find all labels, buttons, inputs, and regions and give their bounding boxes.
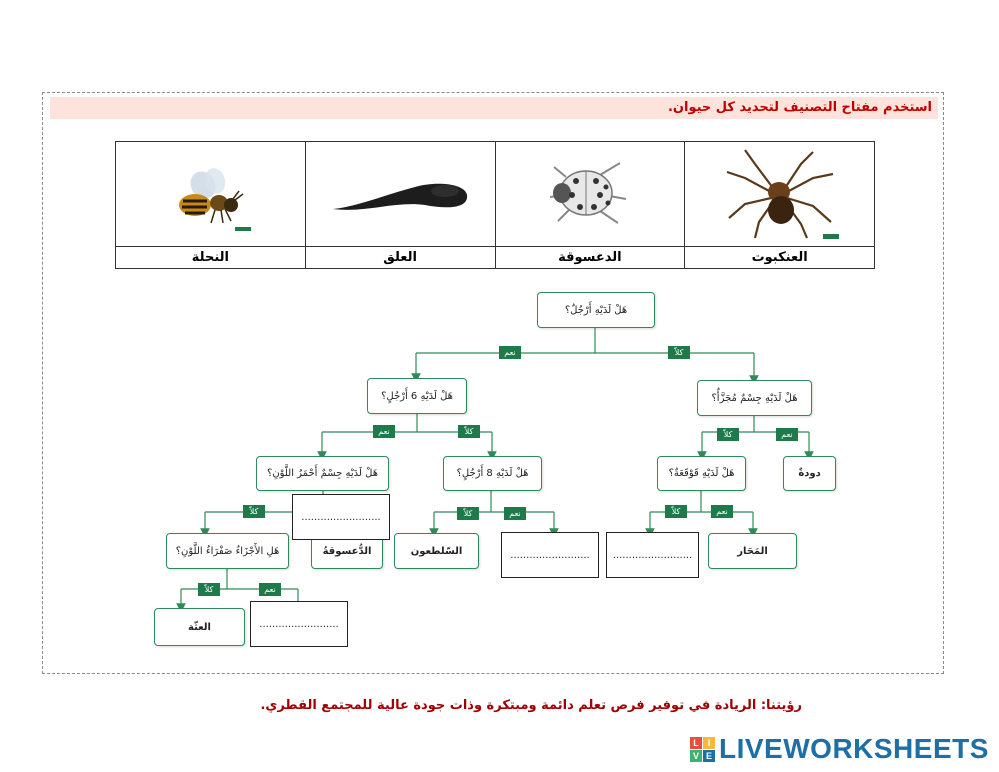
- animal-name-ladybug: الدعسوقة: [495, 247, 685, 269]
- question-segmented-body: هَلْ لَدَيْهِ جِسْمٌ مُجَزَّأٌ؟: [697, 380, 812, 416]
- question-yellow-parts: هَلِ الأَجْزَاءُ صَفْرَاءُ اللَّوْنِ؟: [166, 533, 289, 569]
- tag-no-4: كلاّ: [243, 505, 265, 518]
- tag-yes-7: نعم: [259, 583, 281, 596]
- animal-name-leech: العلق: [305, 247, 495, 269]
- answer-box-yellow-yes[interactable]: .........................: [250, 601, 348, 647]
- tag-yes-6: نعم: [711, 505, 733, 518]
- tag-yes-3: نعم: [776, 428, 798, 441]
- animal-name-bee: النحلة: [116, 247, 306, 269]
- question-shell: هَلْ لَدَيْهِ قَوْقَعَةٌ؟: [657, 456, 746, 491]
- answer-ladybug: الدُّعسوقةُ: [311, 533, 383, 569]
- answer-crab: السّلطعون: [394, 533, 479, 569]
- tag-yes-1: نعم: [499, 346, 521, 359]
- question-eight-legs: هَلْ لَدَيْهِ 8 أَرْجُلٍ؟: [443, 456, 542, 491]
- vision-statement: رؤيتنا: الريادة في توفير فرص تعلم دائمة ومبتكرة وذات جودة عالية للمجتمع القطري.: [260, 698, 802, 713]
- question-six-legs: هَلْ لَدَيْهِ 6 أَرْجُلٍ؟: [367, 378, 467, 414]
- tag-no-1: كلاّ: [668, 346, 690, 359]
- tag-no-6: كلاّ: [665, 505, 687, 518]
- brand-text: LIVEWORKSHEETS: [719, 733, 989, 764]
- answer-box-eight-legs-yes[interactable]: .........................: [501, 532, 599, 578]
- answer-snail: المَحَار: [708, 533, 797, 569]
- question-red-body: هَلْ لَدَيْهِ جِسْمٌ أَحْمَرُ اللَّوْنِ؟: [256, 456, 389, 491]
- animal-name-spider: العنكبوت: [685, 247, 875, 269]
- tag-no-2: كلاّ: [458, 425, 480, 438]
- instruction-banner: استخدم مفتاح التصنيف لتحديد كل حيوان.: [50, 97, 938, 119]
- brand-grid-icon: L I V E: [690, 737, 715, 762]
- tag-no-7: كلاّ: [198, 583, 220, 596]
- answer-box-red-yes[interactable]: .........................: [292, 494, 390, 540]
- tag-yes-5: نعم: [504, 507, 526, 520]
- brand-logo[interactable]: [690, 733, 989, 765]
- question-has-legs: هَلْ لَدَيْهِ أَرْجُلٌ؟: [537, 292, 655, 328]
- answer-worm: دودةٌ: [783, 456, 836, 491]
- answer-box-shell-no[interactable]: .........................: [606, 532, 699, 578]
- tag-yes-2: نعم: [373, 425, 395, 438]
- tag-no-5: كلاّ: [457, 507, 479, 520]
- tag-no-3: كلاّ: [717, 428, 739, 441]
- answer-moth: العثّة: [154, 608, 245, 646]
